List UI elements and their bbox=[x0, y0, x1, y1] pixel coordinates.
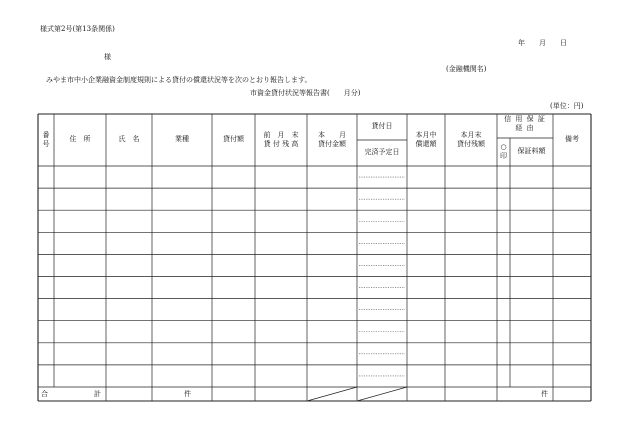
header-month-repay: 本月中 償還額 bbox=[415, 130, 437, 148]
header-prev-balance: 前 月 末 貸 付 残 高 bbox=[263, 130, 299, 148]
footer-diagonal bbox=[307, 387, 357, 401]
total-label-left: 合 bbox=[41, 390, 48, 398]
header-industry: 業種 bbox=[175, 135, 189, 144]
header-month-loan: 本 月 貸付金額 bbox=[318, 130, 346, 148]
date-line: 年 月 日 bbox=[518, 39, 567, 47]
header-guarantee: 信 用 保 証 経 由 bbox=[504, 115, 546, 133]
total-count-guarantee: 件 bbox=[541, 390, 548, 398]
header-month-balance: 本月末 貸付残額 bbox=[457, 130, 485, 148]
header-loan-amount: 貸付額 bbox=[223, 135, 244, 144]
addressee: 様 bbox=[104, 53, 111, 61]
header-name: 氏 名 bbox=[118, 135, 140, 144]
header-seal: ○ 印 bbox=[500, 142, 507, 160]
header-due-date: 完済予定日 bbox=[364, 148, 400, 157]
report-title: 市資金貸付状況等報告書( 月分) bbox=[250, 89, 361, 97]
report-statement: みやま市中小企業融資金制度規則による貸付の償還状況等を次のとおり報告します。 bbox=[46, 76, 312, 84]
total-label-right: 計 bbox=[94, 390, 101, 398]
unit-label: (単位：円) bbox=[550, 102, 584, 110]
institution-name: (金融機関名) bbox=[446, 65, 487, 73]
header-loan-date: 貸付日 bbox=[371, 122, 393, 131]
footer-diagonal bbox=[357, 387, 407, 401]
header-address: 住 所 bbox=[69, 135, 91, 144]
header-number: 番 号 bbox=[42, 130, 50, 148]
form-number: 様式第2号(第13条関係) bbox=[40, 25, 115, 33]
header-remarks: 備考 bbox=[565, 135, 579, 144]
header-guarantee-fee: 保証料額 bbox=[517, 147, 546, 156]
total-count-cases: 件 bbox=[184, 390, 191, 398]
